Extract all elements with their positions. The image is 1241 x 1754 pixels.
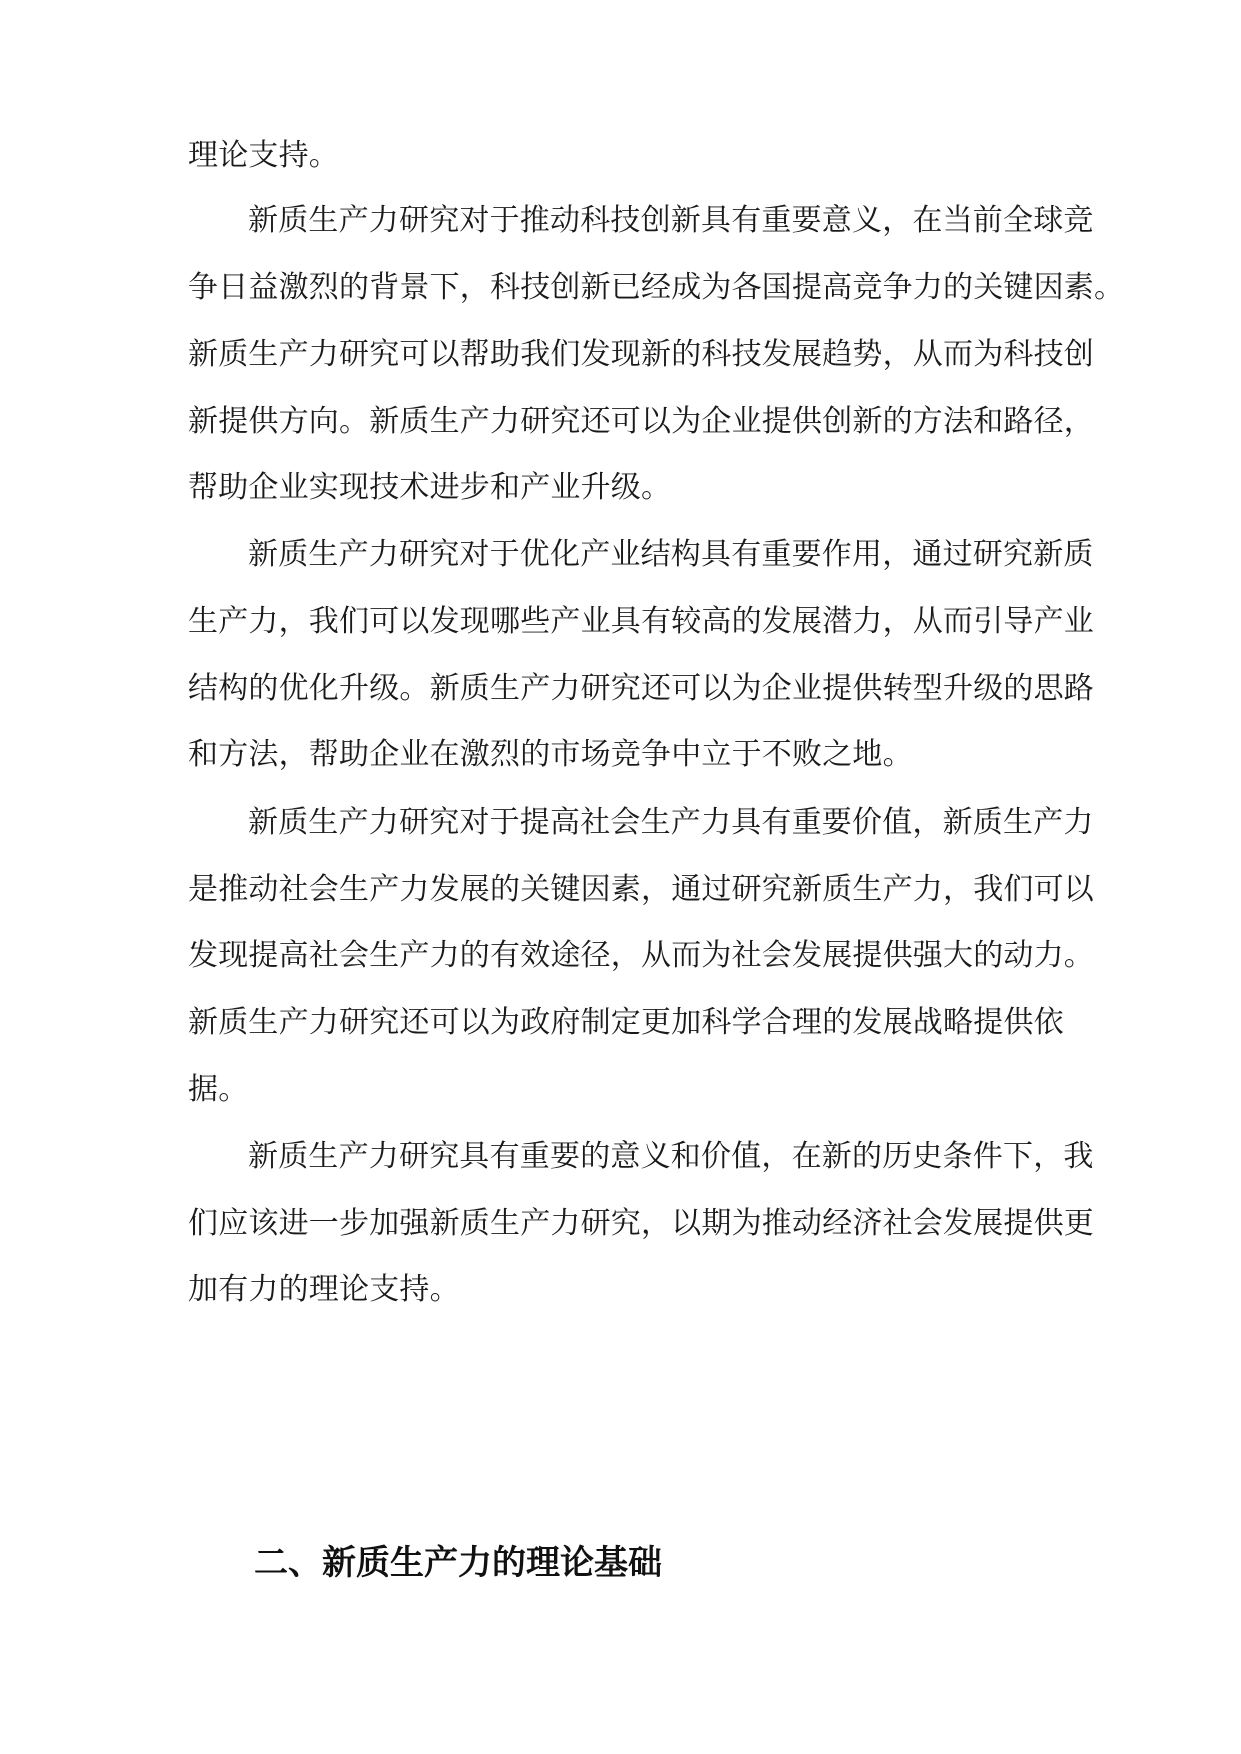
- paragraph-line: 理论支持。: [188, 138, 339, 173]
- section-heading: 二、新质生产力的理论基础: [254, 1543, 662, 1583]
- paragraph-line: 帮助企业实现技术进步和产业升级。: [188, 470, 672, 505]
- paragraph-line: 新质生产力研究具有重要的意义和价值，在新的历史条件下，我: [248, 1139, 1094, 1174]
- paragraph-line: 结构的优化升级。新质生产力研究还可以为企业提供转型升级的思路: [188, 671, 1094, 706]
- paragraph-line: 和方法，帮助企业在激烈的市场竞争中立于不败之地。: [188, 737, 913, 772]
- paragraph-line: 发现提高社会生产力的有效途径，从而为社会发展提供强大的动力。: [188, 938, 1094, 973]
- paragraph-line: 是推动社会生产力发展的关键因素，通过研究新质生产力，我们可以: [188, 872, 1094, 907]
- paragraph-line: 新质生产力研究对于推动科技创新具有重要意义，在当前全球竞: [248, 203, 1094, 238]
- paragraph-line: 新提供方向。新质生产力研究还可以为企业提供创新的方法和路径，: [188, 404, 1094, 439]
- paragraph-line: 加有力的理论支持。: [188, 1272, 460, 1307]
- paragraph-line: 新质生产力研究可以帮助我们发现新的科技发展趋势，从而为科技创: [188, 337, 1094, 372]
- paragraph-line: 新质生产力研究还可以为政府制定更加科学合理的发展战略提供依: [188, 1005, 1064, 1040]
- paragraph-line: 新质生产力研究对于提高社会生产力具有重要价值，新质生产力: [248, 805, 1094, 840]
- paragraph-line: 们应该进一步加强新质生产力研究，以期为推动经济社会发展提供更: [188, 1206, 1094, 1241]
- paragraph-line: 据。: [188, 1072, 249, 1107]
- paragraph-line: 争日益激烈的背景下，科技创新已经成为各国提高竞争力的关键因素。: [188, 270, 1125, 305]
- paragraph-line: 新质生产力研究对于优化产业结构具有重要作用，通过研究新质: [248, 537, 1094, 572]
- paragraph-line: 生产力，我们可以发现哪些产业具有较高的发展潜力，从而引导产业: [188, 604, 1094, 639]
